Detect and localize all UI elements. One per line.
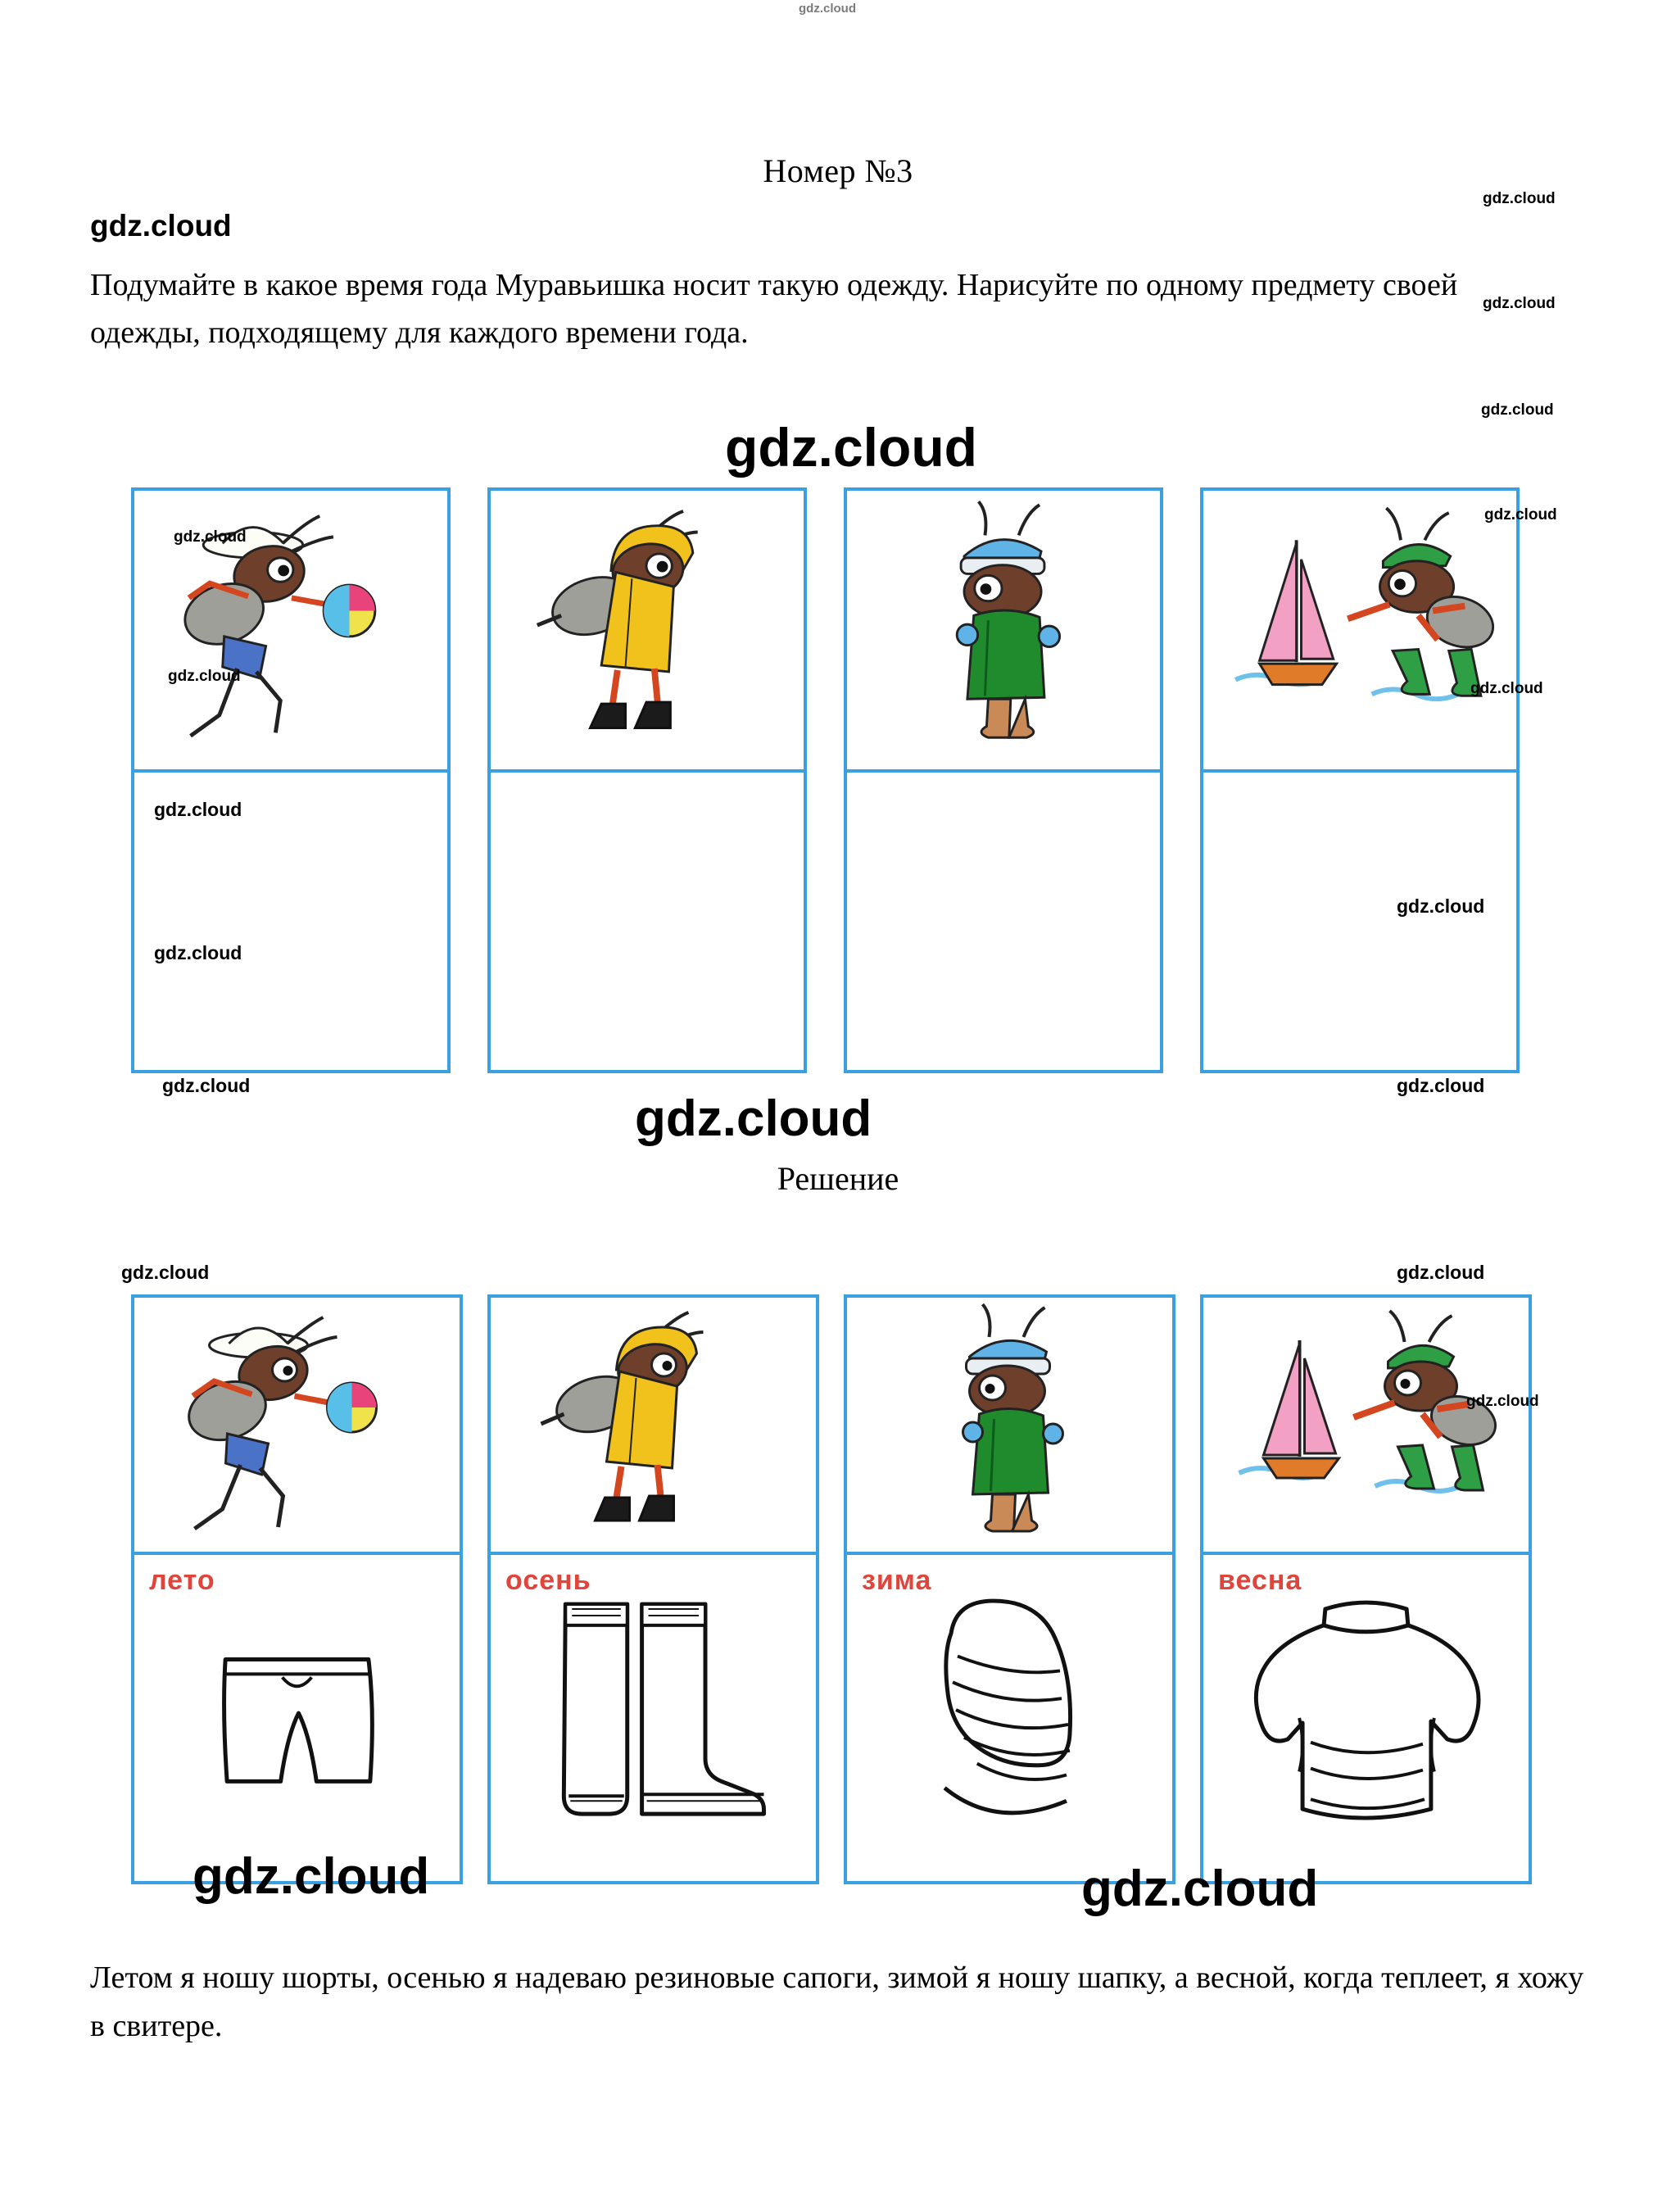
ant-with-ball-and-sunhat-icon [134,1298,460,1552]
watermark: gdz.cloud [1466,1393,1539,1410]
winter-hat-icon [847,1555,1172,1881]
watermark: gdz.cloud [1397,895,1485,917]
task-card-autumn[interactable] [487,487,807,1073]
watermark: gdz.cloud [174,528,247,546]
answer-box-winter[interactable] [847,1552,1172,1881]
task-card-grid [131,487,1520,1073]
task-card-spring[interactable] [1200,487,1520,1073]
ant-in-yellow-raincoat-and-boots-icon [491,491,804,769]
task-text: Подумайте в какое время года Муравьишка носит такую одежду. Нарисуйте по одному предмету своей одежды, подходящему для каждого времени года. [90,268,1458,350]
watermark: gdz.cloud [154,942,242,963]
ant-in-green-coat-and-winter-hat-icon [847,1298,1172,1552]
shorts-icon [134,1555,460,1881]
watermark: gdz.cloud [90,209,232,243]
solution-card-autumn[interactable] [487,1294,819,1884]
watermark: gdz.cloud [162,1075,251,1096]
watermark: gdz.cloud [635,1090,872,1147]
watermark: gdz.cloud [1081,1861,1319,1917]
answer-box-spring[interactable] [1203,769,1516,1070]
watermark: gdz.cloud [121,1262,210,1283]
solution-card-summer[interactable] [131,1294,463,1884]
watermark: gdz.cloud [193,1848,430,1905]
watermark: gdz.cloud [799,2,856,16]
ant-in-yellow-raincoat-and-boots-icon [491,1298,816,1552]
watermark: gdz.cloud [1397,1262,1485,1283]
page-title: Номер №3 [763,152,913,189]
watermark: gdz.cloud [1397,1075,1485,1096]
solution-card-winter[interactable] [844,1294,1175,1884]
ant-in-green-coat-and-winter-hat-icon [847,491,1160,769]
rubber-boots-icon [491,1555,816,1881]
ant-with-ball-and-sunhat-icon [134,491,447,769]
season-label-autumn: осень [505,1565,591,1596]
answer-box-autumn[interactable] [491,769,804,1070]
answer-box-summer[interactable] [134,769,447,1070]
solution-card-grid [131,1294,1532,1884]
solution-card-spring[interactable] [1200,1294,1532,1884]
task-card-winter[interactable] [844,487,1163,1073]
watermark: gdz.cloud [1470,680,1543,697]
watermark: gdz.cloud [1484,506,1557,524]
answer-text: Летом я ношу шорты, осенью я надеваю резиновые сапоги, зимой я ношу шапку, а весной, когда теплеет, я хожу в свитере. [90,1960,1584,2043]
ant-with-toy-sailboat-and-green-boots-icon [1203,491,1516,769]
watermark: gdz.cloud [1483,190,1556,207]
task-card-summer[interactable] [131,487,451,1073]
answer-box-spring[interactable] [1203,1552,1529,1881]
watermark: gdz.cloud [725,417,977,478]
watermark: gdz.cloud [1481,401,1554,419]
sweater-icon [1203,1555,1529,1881]
watermark: gdz.cloud [1483,295,1556,312]
season-label-winter: зима [862,1565,932,1596]
answer-box-winter[interactable] [847,769,1160,1070]
season-label-spring: весна [1218,1565,1302,1596]
solution-label: Решение [777,1160,899,1197]
answer-box-autumn[interactable] [491,1552,816,1881]
season-label-summer: лето [149,1565,215,1596]
ant-with-toy-sailboat-and-green-boots-icon [1203,1298,1529,1552]
watermark: gdz.cloud [168,668,241,685]
watermark: gdz.cloud [154,799,242,820]
answer-box-summer[interactable] [134,1552,460,1881]
